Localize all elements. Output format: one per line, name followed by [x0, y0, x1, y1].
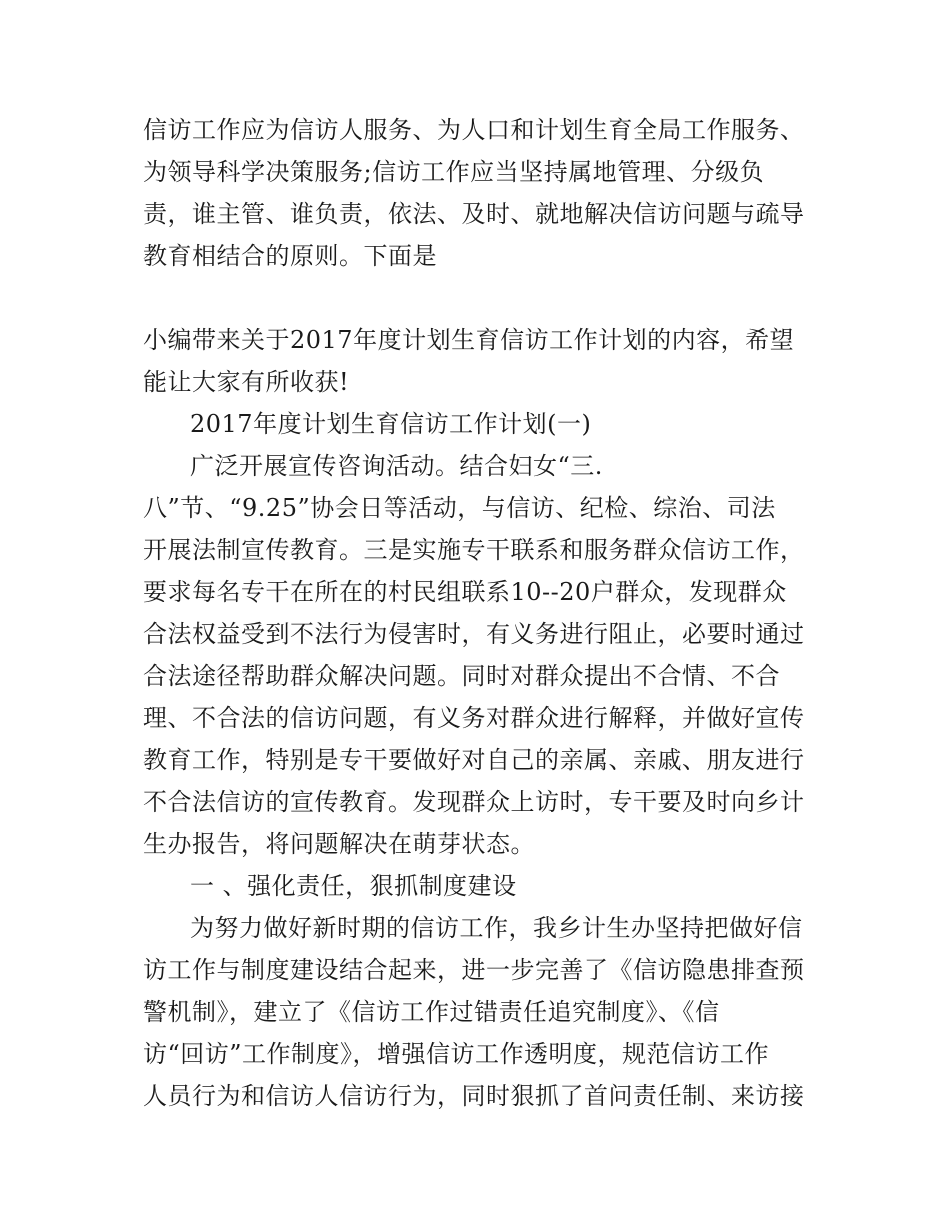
paragraph-line: 理、不合法的信访问题，有义务对群众进行解释，并做好宣传 — [143, 704, 805, 732]
paragraph-line: 访工作与制度建设结合起来，进一步完善了《信访隐患排查预 — [143, 956, 805, 984]
paragraph-line: 责，谁主管、谁负责，依法、及时、就地解决信访问题与疏导 — [143, 200, 805, 228]
paragraph-line: 八”节、“9.25”协会日等活动，与信访、纪检、综治、司法 — [143, 494, 776, 522]
paragraph-line: 为努力做好新时期的信访工作，我乡计生办坚持把做好信 — [190, 914, 803, 942]
paragraph-line: 要求每名专干在所在的村民组联系10--20户群众，发现群众 — [143, 578, 787, 606]
paragraph-line: 人员行为和信访人信访行为，同时狠抓了首问责任制、来访接 — [143, 1082, 805, 1110]
paragraph-line: 能让大家有所收获! — [143, 368, 350, 396]
paragraph-line: 生办报告，将问题解决在萌芽状态。 — [143, 830, 535, 858]
paragraph-line: 合法途径帮助群众解决问题。同时对群众提出不合情、不合 — [143, 662, 780, 690]
paragraph-line: 合法权益受到不法行为侵害时，有义务进行阻止，必要时通过 — [143, 620, 805, 648]
paragraph-line: 教育工作，特别是专干要做好对自己的亲属、亲戚、朋友进行 — [143, 746, 805, 774]
paragraph-line: 为领导科学决策服务;信访工作应当坚持属地管理、分级负 — [143, 158, 765, 186]
paragraph-line: 信访工作应为信访人服务、为人口和计划生育全局工作服务、 — [143, 116, 805, 144]
section-heading: 一 、强化责任，狠抓制度建设 — [190, 872, 517, 900]
paragraph-line: 访“回访”工作制度》，增强信访工作透明度，规范信访工作 — [143, 1040, 770, 1068]
paragraph-line: 小编带来关于2017年度计划生育信访工作计划的内容，希望 — [143, 326, 795, 354]
paragraph-line: 警机制》，建立了《信访工作过错责任追究制度》、《信 — [143, 998, 720, 1026]
paragraph-line: 广泛开展宣传咨询活动。结合妇女“三. — [190, 452, 603, 480]
paragraph-line: 不合法信访的宣传教育。发现群众上访时，专干要及时向乡计 — [143, 788, 805, 816]
paragraph-line: 教育相结合的原则。下面是 — [143, 242, 437, 270]
section-heading: 2017年度计划生育信访工作计划(一) — [190, 410, 592, 438]
paragraph-line: 开展法制宣传教育。三是实施专干联系和服务群众信访工作， — [143, 536, 805, 564]
